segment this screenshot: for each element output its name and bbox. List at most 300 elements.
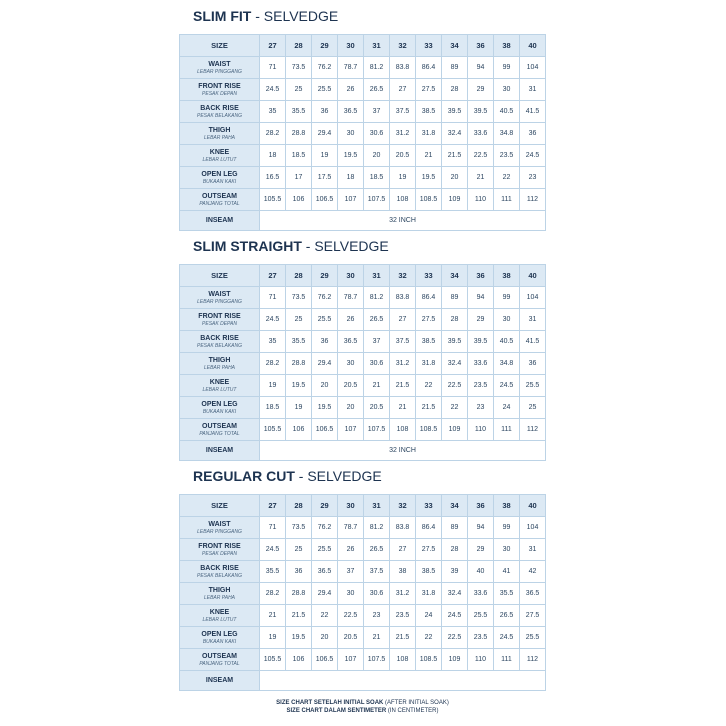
measurement-value: 37 — [338, 561, 364, 583]
measurement-value: 21.5 — [442, 145, 468, 167]
measurement-value: 28.8 — [286, 123, 312, 145]
measurement-value: 19 — [286, 397, 312, 419]
measurement-name: OUTSEAM — [202, 422, 237, 430]
measurement-value: 24 — [416, 605, 442, 627]
measurement-value: 86.4 — [416, 517, 442, 539]
measurement-value: 20 — [312, 375, 338, 397]
measurement-value: 71 — [260, 517, 286, 539]
measurement-value: 22 — [416, 627, 442, 649]
measurement-value: 26 — [338, 309, 364, 331]
size-header: 31 — [364, 265, 390, 287]
measurement-value: 22.5 — [442, 627, 468, 649]
measurement-value: 27.5 — [416, 79, 442, 101]
measurement-name: WAIST — [208, 60, 231, 68]
measurement-value: 22 — [416, 375, 442, 397]
measurement-value: 39.5 — [442, 101, 468, 123]
measurement-name: KNEE — [209, 608, 230, 616]
measurement-value: 24.5 — [494, 375, 520, 397]
measurement-value: 25 — [286, 539, 312, 561]
measurement-value: 105.5 — [260, 419, 286, 441]
measurement-value: 71 — [260, 287, 286, 309]
measurement-value: 76.2 — [312, 517, 338, 539]
measurement-name: WAIST — [208, 520, 231, 528]
inseam-value: 32 INCH — [260, 441, 546, 461]
size-header: 38 — [494, 265, 520, 287]
measurement-value: 24.5 — [494, 627, 520, 649]
measurement-value: 17 — [286, 167, 312, 189]
size-header: 30 — [338, 495, 364, 517]
measurement-value: 76.2 — [312, 287, 338, 309]
measurement-value: 20.5 — [338, 375, 364, 397]
measurement-value: 25.5 — [520, 375, 546, 397]
size-header: 36 — [468, 265, 494, 287]
measurement-value: 30.6 — [364, 353, 390, 375]
measurement-value: 37 — [364, 331, 390, 353]
size-header: 38 — [494, 495, 520, 517]
size-header: 30 — [338, 265, 364, 287]
measurement-sub: PESAK BELAKANG — [196, 342, 243, 349]
measurement-value: 28.8 — [286, 353, 312, 375]
measurement-value: 112 — [520, 189, 546, 211]
measurement-value: 89 — [442, 57, 468, 79]
measurement-value: 26.5 — [364, 539, 390, 561]
measurement-value: 24.5 — [442, 605, 468, 627]
measurement-value: 21 — [390, 397, 416, 419]
measurement-value: 30 — [494, 309, 520, 331]
measurement-value: 36 — [312, 101, 338, 123]
measurement-value: 25.5 — [312, 309, 338, 331]
size-table-slim-straight — [179, 264, 546, 461]
measurement-value: 31.8 — [416, 583, 442, 605]
header-row — [180, 265, 546, 287]
measurement-value: 34.8 — [494, 123, 520, 145]
size-header: 38 — [494, 35, 520, 57]
measurement-value: 21 — [364, 627, 390, 649]
measurement-value: 36 — [520, 353, 546, 375]
measurement-value: 109 — [442, 649, 468, 671]
title-light: - SELVEDGE — [251, 8, 339, 24]
measurement-value: 21.5 — [286, 605, 312, 627]
measurement-value: 73.5 — [286, 517, 312, 539]
measurement-label — [180, 539, 260, 561]
measurement-value: 108.5 — [416, 189, 442, 211]
measurement-value: 105.5 — [260, 649, 286, 671]
measurement-value: 26 — [338, 539, 364, 561]
measurement-value: 26.5 — [364, 309, 390, 331]
measurement-label — [180, 375, 260, 397]
size-header-label: SIZE — [180, 35, 260, 57]
measurement-value: 104 — [520, 57, 546, 79]
size-header: 40 — [520, 35, 546, 57]
size-table — [179, 264, 546, 461]
measurement-value: 37 — [364, 101, 390, 123]
footer-line2-bold: SIZE CHART DALAM SENTIMETER — [286, 708, 387, 714]
header-row — [180, 35, 546, 57]
measurement-value: 18.5 — [364, 167, 390, 189]
measurement-value: 107.5 — [364, 189, 390, 211]
measurement-value: 25 — [520, 397, 546, 419]
size-header: 32 — [390, 495, 416, 517]
measurement-label — [180, 79, 260, 101]
measurement-value: 105.5 — [260, 189, 286, 211]
size-header: 29 — [312, 265, 338, 287]
measurement-value: 104 — [520, 287, 546, 309]
size-header: 36 — [468, 495, 494, 517]
measurement-value: 31 — [520, 539, 546, 561]
size-header: 40 — [520, 265, 546, 287]
measurement-value: 76.2 — [312, 57, 338, 79]
measurement-value: 21.5 — [390, 375, 416, 397]
measurement-value: 71 — [260, 57, 286, 79]
measurement-value: 25.5 — [468, 605, 494, 627]
title-bold: SLIM FIT — [193, 8, 252, 24]
measurement-value: 19.5 — [312, 397, 338, 419]
measurement-name: FRONT RISE — [198, 82, 241, 90]
measurement-name: BACK RISE — [200, 564, 239, 572]
measurement-value: 110 — [468, 419, 494, 441]
measurement-value: 39.5 — [442, 331, 468, 353]
measurement-value: 27.5 — [416, 309, 442, 331]
measurement-label — [180, 627, 260, 649]
measurement-value: 35.5 — [260, 561, 286, 583]
measurement-value: 20.5 — [364, 397, 390, 419]
measurement-value: 28.8 — [286, 583, 312, 605]
table-row — [180, 145, 546, 167]
measurement-name: OPEN LEG — [201, 630, 238, 638]
measurement-value: 36.5 — [338, 101, 364, 123]
measurement-value: 30 — [338, 583, 364, 605]
measurement-value: 22 — [494, 167, 520, 189]
size-header: 27 — [260, 35, 286, 57]
measurement-value: 106 — [286, 649, 312, 671]
measurement-label — [180, 287, 260, 309]
size-header-label: SIZE — [180, 265, 260, 287]
size-table — [179, 494, 546, 691]
measurement-value: 24.5 — [260, 539, 286, 561]
measurement-value: 20 — [312, 627, 338, 649]
measurement-sub: PESAK DEPAN — [202, 550, 237, 557]
measurement-value: 94 — [468, 57, 494, 79]
table-row — [180, 167, 546, 189]
measurement-value: 17.5 — [312, 167, 338, 189]
measurement-value: 78.7 — [338, 517, 364, 539]
measurement-value: 29 — [468, 309, 494, 331]
measurement-value: 108 — [390, 649, 416, 671]
measurement-value: 108.5 — [416, 419, 442, 441]
measurement-value: 40 — [468, 561, 494, 583]
measurement-value: 89 — [442, 517, 468, 539]
measurement-value: 29.4 — [312, 583, 338, 605]
size-header: 28 — [286, 495, 312, 517]
measurement-value: 106.5 — [312, 649, 338, 671]
measurement-sub: PANJANG TOTAL — [199, 200, 240, 207]
size-header: 27 — [260, 265, 286, 287]
measurement-value: 40.5 — [494, 331, 520, 353]
title-bold: REGULAR CUT — [193, 468, 295, 484]
measurement-value: 36.5 — [312, 561, 338, 583]
measurement-value: 21 — [468, 167, 494, 189]
measurement-value: 23.5 — [468, 375, 494, 397]
measurement-value: 104 — [520, 517, 546, 539]
measurement-value: 21 — [416, 145, 442, 167]
measurement-value: 94 — [468, 517, 494, 539]
measurement-value: 18 — [338, 167, 364, 189]
table-row — [180, 397, 546, 419]
measurement-value: 19.5 — [416, 167, 442, 189]
title-light: - SELVEDGE — [294, 468, 382, 484]
measurement-value: 109 — [442, 189, 468, 211]
measurement-value: 106 — [286, 419, 312, 441]
size-header: 36 — [468, 35, 494, 57]
measurement-value: 39.5 — [468, 331, 494, 353]
measurement-value: 30.6 — [364, 583, 390, 605]
measurement-value: 35.5 — [286, 331, 312, 353]
measurement-value: 24 — [494, 397, 520, 419]
measurement-value: 25.5 — [312, 79, 338, 101]
measurement-value: 106 — [286, 189, 312, 211]
measurement-value: 22.5 — [468, 145, 494, 167]
measurement-value: 31.2 — [390, 123, 416, 145]
measurement-value: 23.5 — [390, 605, 416, 627]
measurement-value: 108 — [390, 189, 416, 211]
footer-note — [179, 699, 546, 715]
measurement-value: 107 — [338, 189, 364, 211]
measurement-value: 31 — [520, 79, 546, 101]
measurement-sub: PANJANG TOTAL — [199, 430, 240, 437]
measurement-value: 73.5 — [286, 287, 312, 309]
measurement-value: 36.5 — [338, 331, 364, 353]
measurement-sub: PESAK BELAKANG — [196, 572, 243, 579]
table-row — [180, 79, 546, 101]
measurement-value: 110 — [468, 189, 494, 211]
measurement-value: 30 — [338, 123, 364, 145]
measurement-value: 28 — [442, 309, 468, 331]
measurement-value: 19 — [260, 627, 286, 649]
measurement-label — [180, 309, 260, 331]
size-header: 40 — [520, 495, 546, 517]
measurement-label — [180, 57, 260, 79]
measurement-sub: BUKAAN KAKI — [202, 408, 237, 415]
measurement-value: 99 — [494, 287, 520, 309]
measurement-label — [180, 561, 260, 583]
measurement-value: 20 — [364, 145, 390, 167]
measurement-value: 41.5 — [520, 331, 546, 353]
size-table — [179, 34, 546, 231]
measurement-value: 25 — [286, 309, 312, 331]
table-row — [180, 375, 546, 397]
measurement-value: 22 — [442, 397, 468, 419]
measurement-value: 26.5 — [494, 605, 520, 627]
measurement-value: 108 — [390, 419, 416, 441]
measurement-label — [180, 331, 260, 353]
section-title-slim-fit — [193, 8, 338, 24]
measurement-value: 83.8 — [390, 57, 416, 79]
measurement-value: 18.5 — [286, 145, 312, 167]
measurement-value: 25 — [286, 79, 312, 101]
measurement-label — [180, 189, 260, 211]
size-header: 28 — [286, 265, 312, 287]
measurement-value: 94 — [468, 287, 494, 309]
table-row — [180, 101, 546, 123]
measurement-value: 112 — [520, 419, 546, 441]
size-header: 31 — [364, 495, 390, 517]
size-header-label: SIZE — [180, 495, 260, 517]
measurement-value: 37.5 — [390, 331, 416, 353]
inseam-row — [180, 441, 546, 461]
measurement-value: 99 — [494, 517, 520, 539]
size-header: 34 — [442, 265, 468, 287]
inseam-value — [260, 671, 546, 691]
measurement-sub: PESAK DEPAN — [202, 90, 237, 97]
size-header: 30 — [338, 35, 364, 57]
measurement-value: 25.5 — [312, 539, 338, 561]
measurement-value: 21 — [260, 605, 286, 627]
measurement-name: BACK RISE — [200, 104, 239, 112]
measurement-value: 108.5 — [416, 649, 442, 671]
measurement-value: 107 — [338, 419, 364, 441]
measurement-value: 19.5 — [338, 145, 364, 167]
measurement-sub: LEBAR LUTUT — [202, 156, 237, 163]
measurement-value: 25.5 — [520, 627, 546, 649]
measurement-value: 21.5 — [416, 397, 442, 419]
measurement-value: 19.5 — [286, 627, 312, 649]
table-row — [180, 57, 546, 79]
size-header: 27 — [260, 495, 286, 517]
size-header: 33 — [416, 495, 442, 517]
measurement-value: 35.5 — [286, 101, 312, 123]
measurement-value: 41.5 — [520, 101, 546, 123]
table-row — [180, 561, 546, 583]
table-row — [180, 189, 546, 211]
measurement-value: 33.6 — [468, 123, 494, 145]
measurement-sub: LEBAR PINGGANG — [197, 68, 242, 75]
measurement-name: THIGH — [208, 126, 231, 134]
measurement-value: 37.5 — [364, 561, 390, 583]
measurement-value: 22 — [312, 605, 338, 627]
measurement-value: 35 — [260, 101, 286, 123]
measurement-value: 27.5 — [520, 605, 546, 627]
table-row — [180, 287, 546, 309]
measurement-sub: LEBAR LUTUT — [202, 386, 237, 393]
measurement-value: 112 — [520, 649, 546, 671]
measurement-name: THIGH — [208, 586, 231, 594]
inseam-row — [180, 211, 546, 231]
measurement-value: 28 — [442, 539, 468, 561]
measurement-sub: LEBAR PAHA — [203, 134, 236, 141]
measurement-value: 30 — [494, 539, 520, 561]
inseam-label-text: INSEAM — [205, 676, 234, 684]
measurement-name: OUTSEAM — [202, 192, 237, 200]
section-title-slim-straight — [193, 238, 389, 254]
table-row — [180, 123, 546, 145]
measurement-value: 22.5 — [442, 375, 468, 397]
measurement-label — [180, 167, 260, 189]
measurement-value: 107.5 — [364, 649, 390, 671]
size-header: 32 — [390, 35, 416, 57]
size-header: 33 — [416, 265, 442, 287]
measurement-value: 23 — [520, 167, 546, 189]
inseam-label — [180, 671, 260, 691]
measurement-value: 37.5 — [390, 101, 416, 123]
measurement-sub: BUKAAN KAKI — [202, 178, 237, 185]
measurement-value: 28.2 — [260, 583, 286, 605]
measurement-label — [180, 101, 260, 123]
measurement-value: 21 — [364, 375, 390, 397]
inseam-label — [180, 441, 260, 461]
measurement-value: 31.8 — [416, 353, 442, 375]
measurement-value: 39.5 — [468, 101, 494, 123]
measurement-value: 42 — [520, 561, 546, 583]
measurement-name: FRONT RISE — [198, 542, 241, 550]
measurement-value: 41 — [494, 561, 520, 583]
measurement-name: FRONT RISE — [198, 312, 241, 320]
measurement-value: 19 — [312, 145, 338, 167]
measurement-value: 30 — [338, 353, 364, 375]
size-header: 34 — [442, 35, 468, 57]
measurement-value: 24.5 — [260, 309, 286, 331]
measurement-value: 38.5 — [416, 101, 442, 123]
measurement-name: BACK RISE — [200, 334, 239, 342]
section-title-regular-cut — [193, 468, 382, 484]
measurement-value: 28.2 — [260, 353, 286, 375]
measurement-value: 78.7 — [338, 287, 364, 309]
measurement-sub: LEBAR LUTUT — [202, 616, 237, 623]
inseam-label-text: INSEAM — [205, 216, 234, 224]
inseam-label — [180, 211, 260, 231]
measurement-value: 36 — [286, 561, 312, 583]
measurement-value: 86.4 — [416, 57, 442, 79]
inseam-row — [180, 671, 546, 691]
inseam-value: 32 INCH — [260, 211, 546, 231]
measurement-value: 28.2 — [260, 123, 286, 145]
measurement-value: 29.4 — [312, 123, 338, 145]
measurement-value: 32.4 — [442, 583, 468, 605]
measurement-value: 31.8 — [416, 123, 442, 145]
measurement-value: 29.4 — [312, 353, 338, 375]
measurement-value: 18.5 — [260, 397, 286, 419]
measurement-sub: PESAK BELAKANG — [196, 112, 243, 119]
size-table-slim-fit — [179, 34, 546, 231]
title-bold: SLIM STRAIGHT — [193, 238, 302, 254]
header-row — [180, 495, 546, 517]
footer-line2-light: (IN CENTIMETER) — [386, 708, 439, 714]
measurement-value: 111 — [494, 419, 520, 441]
measurement-value: 27 — [390, 539, 416, 561]
measurement-value: 107.5 — [364, 419, 390, 441]
measurement-value: 83.8 — [390, 287, 416, 309]
measurement-sub: BUKAAN KAKI — [202, 638, 237, 645]
measurement-value: 106.5 — [312, 189, 338, 211]
measurement-value: 109 — [442, 419, 468, 441]
measurement-value: 23 — [468, 397, 494, 419]
measurement-value: 26 — [338, 79, 364, 101]
table-row — [180, 649, 546, 671]
measurement-value: 34.8 — [494, 353, 520, 375]
table-row — [180, 331, 546, 353]
table-row — [180, 517, 546, 539]
size-header: 34 — [442, 495, 468, 517]
measurement-value: 107 — [338, 649, 364, 671]
measurement-value: 31 — [520, 309, 546, 331]
measurement-value: 18 — [260, 145, 286, 167]
measurement-value: 36 — [312, 331, 338, 353]
measurement-value: 83.8 — [390, 517, 416, 539]
measurement-value: 111 — [494, 649, 520, 671]
measurement-value: 38.5 — [416, 561, 442, 583]
size-header: 29 — [312, 35, 338, 57]
measurement-value: 38.5 — [416, 331, 442, 353]
table-row — [180, 583, 546, 605]
